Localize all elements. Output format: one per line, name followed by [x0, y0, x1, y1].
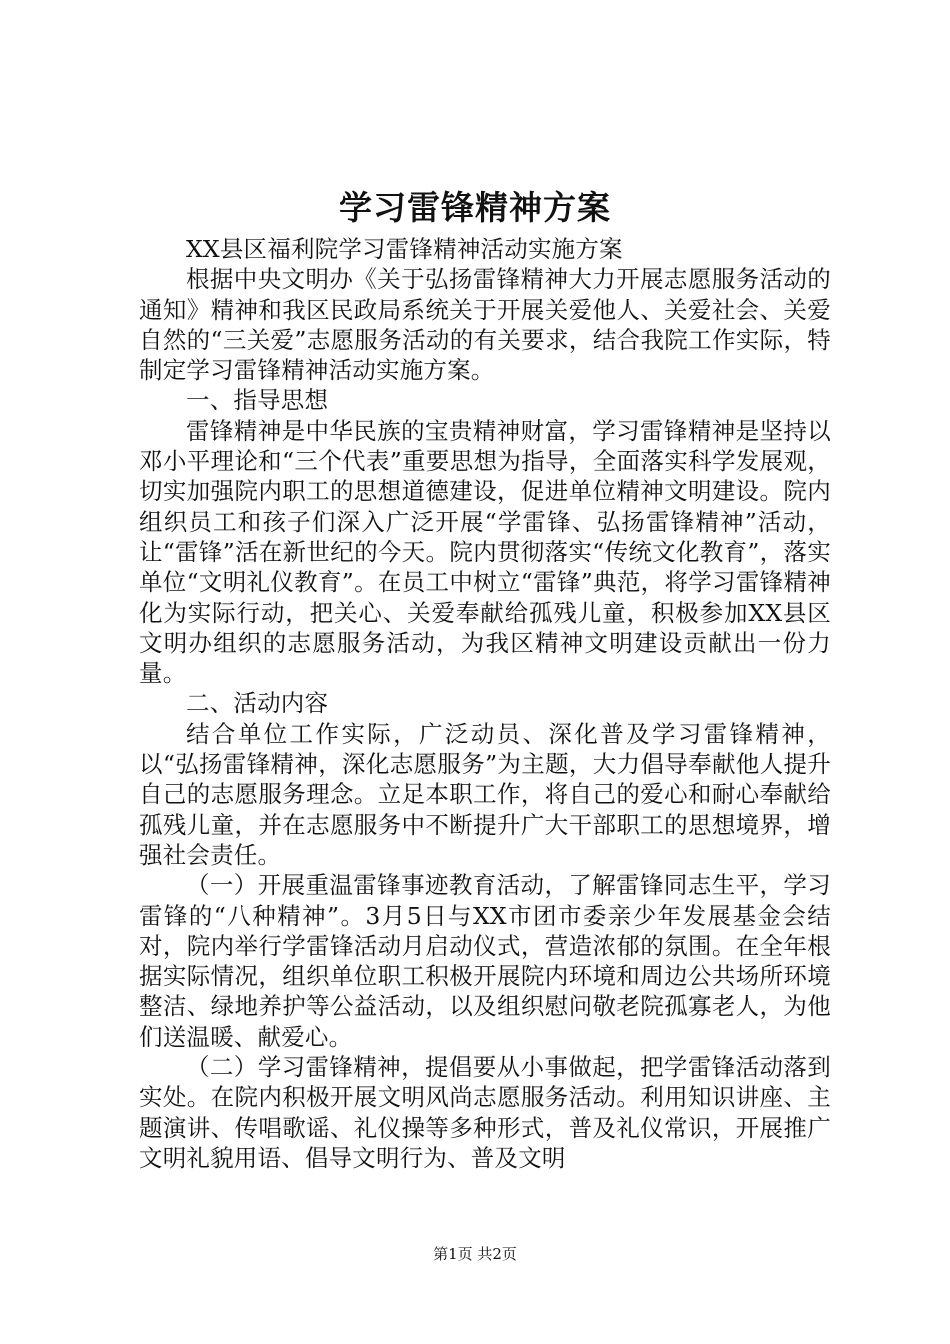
- document-title: 学习雷锋精神方案: [339, 188, 611, 227]
- activity-item-1-paragraph: （一）开展重温雷锋事迹教育活动，了解雷锋同志生平，学习雷锋的“八种精神”。3月5日与XX市团市委亲少年发展基金会结对，院内举行学雷锋活动月启动仪式，营造浓郁的氛围。在全年根据实际情况，组织单位职工积极开展院内环境和周边公共场所环境整洁、绿地养护等公益活动，以及组织慰问敬老院孤寡老人，为他们送温暖、献爱心。: [139, 871, 831, 1051]
- intro-paragraph: 根据中央文明办《关于弘扬雷锋精神大力开展志愿服务活动的通知》精神和我区民政局系统关于开展关爱他人、关爱社会、关爱自然的“三关爱”志愿服务活动的有关要求，结合我院工作实际，特制定学习雷锋精神活动实施方案。: [139, 265, 831, 385]
- subtitle-paragraph: XX县区福利院学习雷锋精神活动实施方案: [186, 235, 623, 263]
- guiding-ideology-paragraph: 雷锋精神是中华民族的宝贵精神财富，学习雷锋精神是坚持以邓小平理论和“三个代表”重要思想为指导，全面落实科学发展观，切实加强院内职工的思想道德建设，促进单位精神文明建设。院内组织员工和孩子们深入广泛开展“学雷锋、弘扬雷锋精神”活动，让“雷锋”活在新世纪的今天。院内贯彻落实“传统文化教育”，落实单位“文明礼仪教育”。在员工中树立“雷锋”典范，将学习雷锋精神化为实际行动，把关心、关爱奉献给孤残儿童，积极参加XX县区文明办组织的志愿服务活动，为我区精神文明建设贡献出一份力量。: [139, 416, 831, 688]
- activity-item-2-paragraph: （二）学习雷锋精神，提倡要从小事做起，把学雷锋活动落到实处。在院内积极开展文明风尚志愿服务活动。利用知识讲座、主题演讲、传唱歌谣、礼仪操等多种形式，普及礼仪常识，开展推广文明礼貌用语、倡导文明行为、普及文明: [139, 1053, 831, 1172]
- document-body: [139, 234, 831, 1173]
- activity-content-paragraph: 结合单位工作实际，广泛动员、深化普及学习雷锋精神，以“弘扬雷锋精神，深化志愿服务”为主题，大力倡导奉献他人提升自己的志愿服务理念。立足本职工作，将自己的爱心和耐心奉献给孤残儿童，并在志愿服务中不断提升广大干部职工的思想境界，增强社会责任。: [139, 719, 831, 869]
- section-heading-guiding-ideology: 一、指导思想: [186, 386, 329, 415]
- page-footer: 第1页 共2页: [433, 1245, 517, 1263]
- section-heading-activity-content: 二、活动内容: [186, 689, 329, 718]
